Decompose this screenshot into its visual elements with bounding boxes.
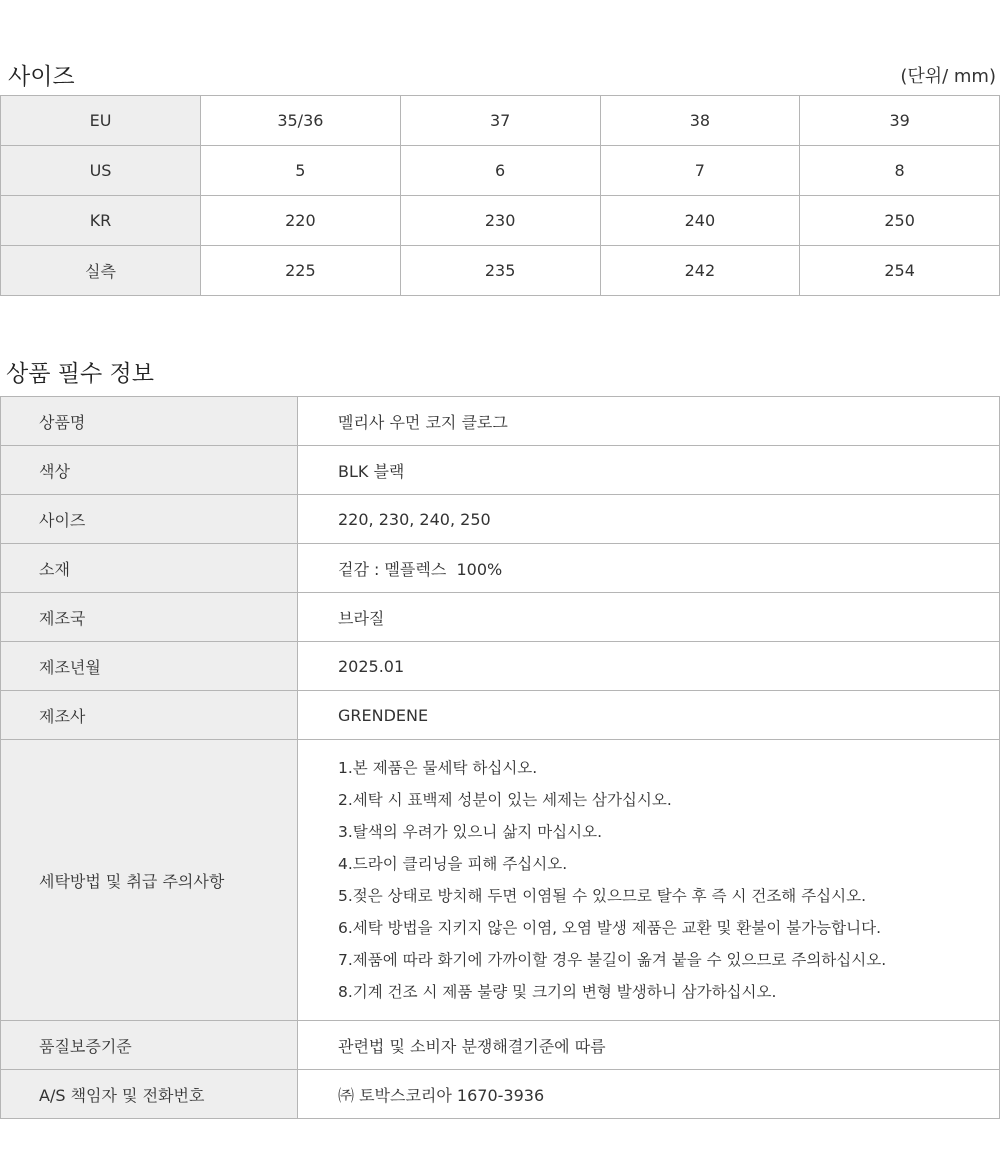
size-cell: 39 bbox=[800, 96, 1000, 146]
info-label: 사이즈 bbox=[1, 495, 298, 544]
info-row-as-contact bbox=[1, 1070, 1000, 1119]
info-row-manufacture-date bbox=[1, 642, 1000, 691]
size-row-label: EU bbox=[1, 96, 201, 146]
info-label: 색상 bbox=[1, 446, 298, 495]
info-value: GRENDENE bbox=[298, 691, 1000, 740]
size-cell: 7 bbox=[600, 146, 800, 196]
care-list bbox=[338, 740, 999, 1020]
info-label: 소재 bbox=[1, 544, 298, 593]
care-item: 5.젖은 상태로 방치해 두면 이염될 수 있으므로 탈수 후 즉 시 건조해 주십시오. bbox=[338, 887, 867, 905]
care-item: 4.드라이 클리닝을 피해 주십시오. bbox=[338, 855, 568, 873]
size-cell: 37 bbox=[400, 96, 600, 146]
info-value: ㈜ 토박스코리아 1670-3936 bbox=[298, 1070, 1000, 1119]
size-row-us bbox=[1, 146, 1000, 196]
size-cell: 254 bbox=[800, 246, 1000, 296]
info-label: 제조사 bbox=[1, 691, 298, 740]
size-table bbox=[0, 95, 1000, 296]
info-label: 세탁방법 및 취급 주의사항 bbox=[1, 740, 298, 1021]
size-cell: 220 bbox=[201, 196, 401, 246]
care-item: 2.세탁 시 표백제 성분이 있는 세제는 삼가십시오. bbox=[338, 791, 672, 809]
info-row-material bbox=[1, 544, 1000, 593]
info-value: 브라질 bbox=[298, 593, 1000, 642]
info-row-product-name bbox=[1, 397, 1000, 446]
info-value: 2025.01 bbox=[298, 642, 1000, 691]
info-row-quality bbox=[1, 1021, 1000, 1070]
size-cell: 250 bbox=[800, 196, 1000, 246]
care-item: 3.탈색의 우려가 있으니 삶지 마십시오. bbox=[338, 823, 603, 841]
size-row-label: 실측 bbox=[1, 246, 201, 296]
size-row-label: KR bbox=[1, 196, 201, 246]
info-row-color bbox=[1, 446, 1000, 495]
size-unit-note: (단위/ mm) bbox=[900, 66, 996, 87]
size-cell: 8 bbox=[800, 146, 1000, 196]
size-cell: 35/36 bbox=[201, 96, 401, 146]
care-item: 1.본 제품은 물세탁 하십시오. bbox=[338, 759, 538, 777]
info-label: 제조년월 bbox=[1, 642, 298, 691]
info-value: 관련법 및 소비자 분쟁해결기준에 따름 bbox=[298, 1021, 1000, 1070]
size-cell: 5 bbox=[201, 146, 401, 196]
size-row-eu bbox=[1, 96, 1000, 146]
info-value: 220, 230, 240, 250 bbox=[298, 495, 1000, 544]
size-row-label: US bbox=[1, 146, 201, 196]
size-cell: 242 bbox=[600, 246, 800, 296]
info-row-care bbox=[1, 740, 1000, 1021]
size-cell: 225 bbox=[201, 246, 401, 296]
info-row-size bbox=[1, 495, 1000, 544]
size-cell: 235 bbox=[400, 246, 600, 296]
care-instructions bbox=[298, 740, 1000, 1021]
size-row-measured bbox=[1, 246, 1000, 296]
info-value: 멜리사 우먼 코지 클로그 bbox=[298, 397, 1000, 446]
info-label: 제조국 bbox=[1, 593, 298, 642]
care-item: 8.기계 건조 시 제품 불량 및 크기의 변형 발생하니 삼가하십시오. bbox=[338, 983, 777, 1001]
size-cell: 230 bbox=[400, 196, 600, 246]
size-cell: 38 bbox=[600, 96, 800, 146]
care-item: 6.세탁 방법을 지키지 않은 이염, 오염 발생 제품은 교환 및 환불이 불가능합니다. bbox=[338, 919, 882, 937]
size-cell: 6 bbox=[400, 146, 600, 196]
info-value: 겉감 : 멜플렉스 100% bbox=[298, 544, 1000, 593]
care-item: 7.제품에 따라 화기에 가까이할 경우 불길이 옮겨 붙을 수 있으므로 주의하십시오. bbox=[338, 951, 887, 969]
info-row-country bbox=[1, 593, 1000, 642]
product-info-title: 상품 필수 정보 bbox=[6, 361, 154, 387]
size-row-kr bbox=[1, 196, 1000, 246]
info-label: 품질보증기준 bbox=[1, 1021, 298, 1070]
info-value: BLK 블랙 bbox=[298, 446, 1000, 495]
product-info-table bbox=[0, 396, 1000, 1119]
info-row-manufacturer bbox=[1, 691, 1000, 740]
size-cell: 240 bbox=[600, 196, 800, 246]
info-label: A/S 책임자 및 전화번호 bbox=[1, 1070, 298, 1119]
size-section-title: 사이즈 bbox=[8, 64, 75, 90]
info-label: 상품명 bbox=[1, 397, 298, 446]
